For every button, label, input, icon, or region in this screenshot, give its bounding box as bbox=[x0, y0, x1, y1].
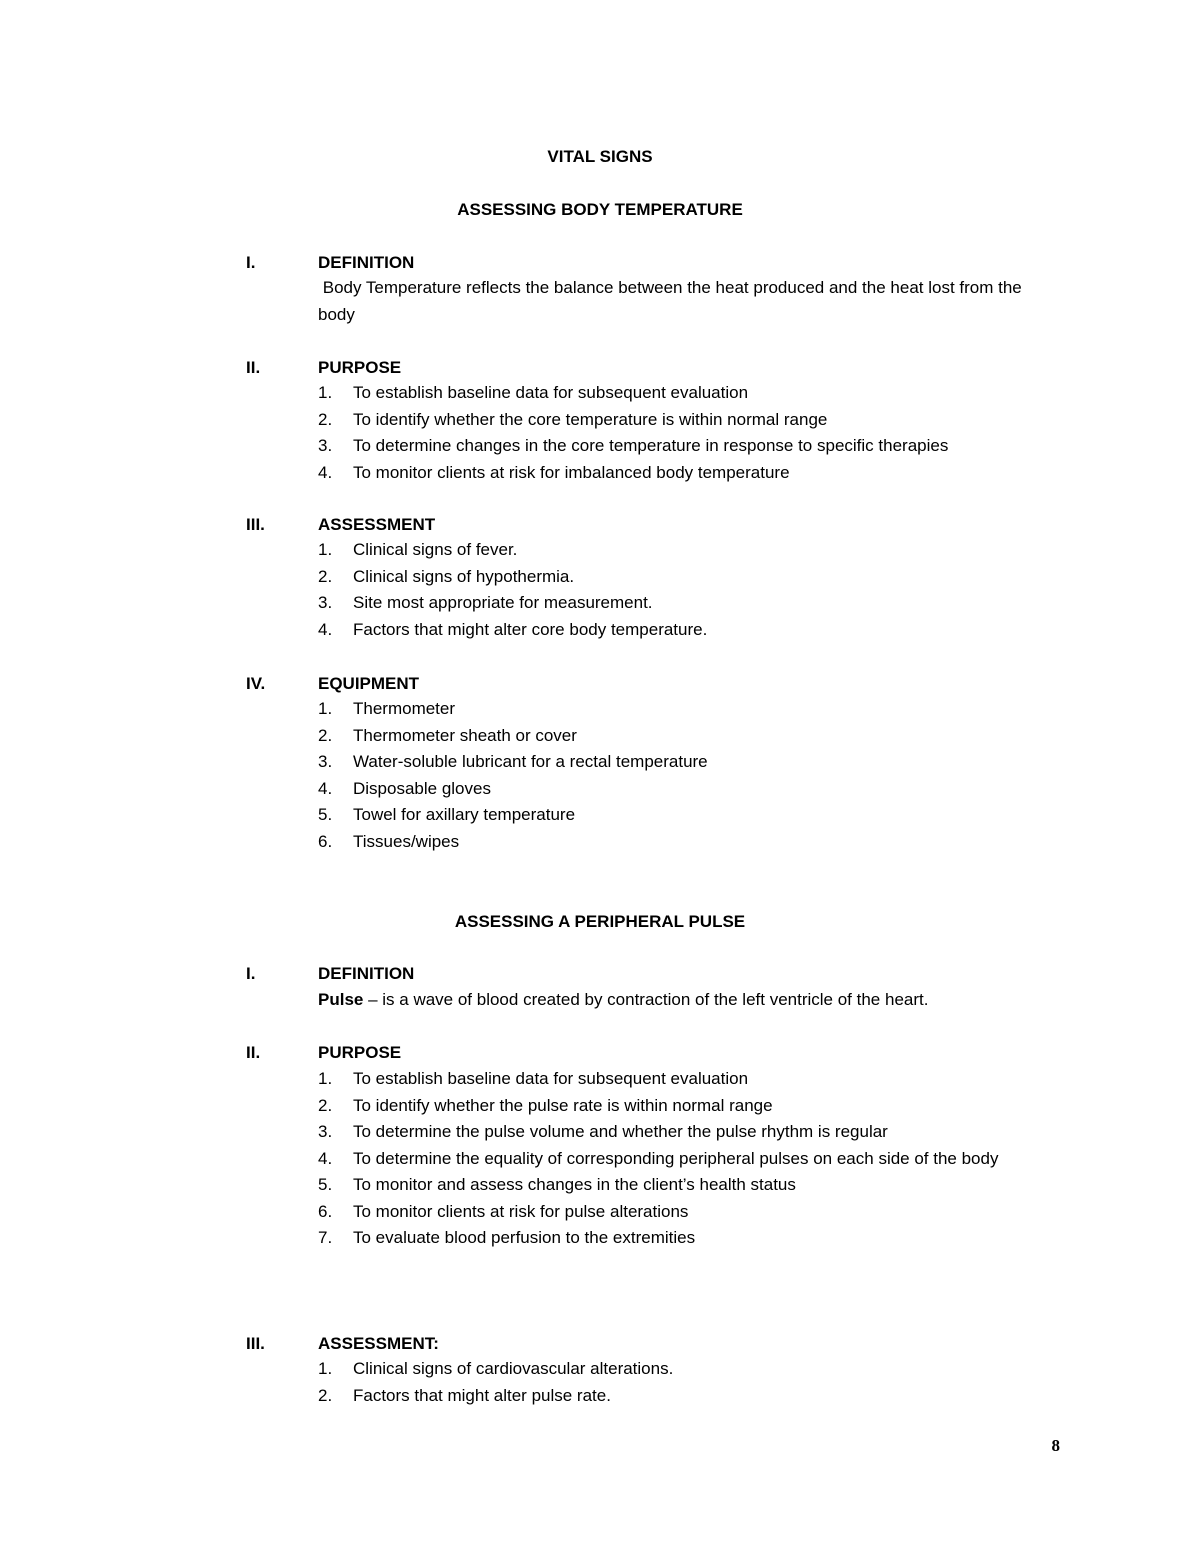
pulse-purpose-roman: II. bbox=[246, 1043, 261, 1062]
item-text: Thermometer sheath or cover bbox=[353, 725, 577, 745]
item-text: Towel for axillary temperature bbox=[353, 805, 576, 824]
temp-equipment-list bbox=[318, 696, 1038, 855]
pulse-def-heading: DEFINITION bbox=[318, 964, 415, 983]
list-item bbox=[318, 1119, 1038, 1146]
temp-assessment-heading: ASSESSMENT bbox=[318, 515, 436, 534]
item-number: 3. bbox=[318, 436, 333, 455]
pulse-def-roman: I. bbox=[246, 964, 256, 983]
item-text: To monitor clients at risk for imbalanced body temperature bbox=[353, 462, 790, 482]
temp-assessment-roman: III. bbox=[246, 515, 265, 534]
page-number: 8 bbox=[1051, 1436, 1060, 1455]
item-text: Disposable gloves bbox=[353, 778, 491, 798]
item-text: Tissues/wipes bbox=[353, 831, 460, 851]
pulse-assessment-roman: III. bbox=[246, 1334, 265, 1353]
list-item bbox=[318, 460, 1038, 487]
temp-purpose-list bbox=[318, 380, 1038, 486]
item-number: 4. bbox=[318, 778, 333, 798]
item-text: To establish baseline data for subsequent evaluation bbox=[353, 1069, 749, 1088]
temp-equipment-roman: IV. bbox=[246, 674, 266, 693]
list-item bbox=[318, 1146, 1038, 1173]
temp-def-heading: DEFINITION bbox=[318, 253, 415, 272]
list-item bbox=[318, 380, 1038, 407]
item-number: 5. bbox=[318, 1175, 333, 1194]
pulse-assessment-list bbox=[318, 1356, 1038, 1409]
item-text: Water-soluble lubricant for a rectal temperature bbox=[353, 752, 708, 771]
item-text: To determine the pulse volume and whether the pulse rhythm is regular bbox=[353, 1122, 888, 1141]
temp-definition-text: Body Temperature reflects the balance between the heat produced and the heat lost from the body bbox=[318, 278, 1027, 324]
item-number: 3. bbox=[318, 1122, 333, 1141]
list-item bbox=[318, 537, 1038, 564]
list-item bbox=[318, 1199, 1038, 1226]
item-number: 2. bbox=[318, 1385, 333, 1405]
item-text: Clinical signs of hypothermia. bbox=[353, 566, 575, 586]
item-text: To evaluate blood perfusion to the extremities bbox=[353, 1228, 696, 1247]
item-number: 2. bbox=[318, 566, 333, 586]
item-text: To determine the equality of corresponding peripheral pulses on each side of the body bbox=[353, 1148, 999, 1168]
item-number: 4. bbox=[318, 619, 333, 639]
list-item bbox=[318, 776, 1038, 803]
item-text: To determine changes in the core temperature in response to specific therapies bbox=[353, 436, 949, 455]
pulse-definition bbox=[318, 987, 1038, 1014]
list-item bbox=[318, 433, 1038, 460]
list-item bbox=[318, 564, 1038, 591]
list-item bbox=[318, 407, 1038, 434]
temp-def-roman: I. bbox=[246, 253, 256, 272]
item-text: To identify whether the core temperature is within normal range bbox=[353, 409, 828, 429]
temp-assessment-list bbox=[318, 537, 1038, 643]
item-number: 2. bbox=[318, 409, 333, 429]
list-item bbox=[318, 1066, 1038, 1093]
item-text: To establish baseline data for subsequent evaluation bbox=[353, 383, 749, 402]
list-item bbox=[318, 1383, 1038, 1410]
list-item bbox=[318, 1225, 1038, 1252]
item-number: 3. bbox=[318, 593, 333, 612]
temp-purpose-roman: II. bbox=[246, 358, 261, 377]
list-item bbox=[318, 617, 1038, 644]
item-text: Factors that might alter pulse rate. bbox=[353, 1385, 611, 1405]
list-item bbox=[318, 1356, 1038, 1383]
item-number: 3. bbox=[318, 752, 333, 771]
item-text: Site most appropriate for measurement. bbox=[353, 593, 653, 612]
item-text: Clinical signs of cardiovascular alterations. bbox=[353, 1359, 674, 1378]
item-number: 4. bbox=[318, 462, 333, 482]
pulse-term: Pulse bbox=[318, 990, 364, 1009]
item-text: Thermometer bbox=[353, 699, 456, 718]
item-text: Clinical signs of fever. bbox=[353, 540, 518, 559]
list-item bbox=[318, 1093, 1038, 1120]
list-item bbox=[318, 749, 1038, 776]
item-number: 5. bbox=[318, 805, 333, 824]
pulse-purpose-heading: PURPOSE bbox=[318, 1043, 402, 1062]
pulse-assessment-heading: ASSESSMENT: bbox=[318, 1334, 439, 1353]
list-item bbox=[318, 723, 1038, 750]
item-number: 2. bbox=[318, 725, 333, 745]
list-item bbox=[318, 696, 1038, 723]
item-number: 1. bbox=[318, 699, 333, 718]
pulse-definition-text: – is a wave of blood created by contraction of the left ventricle of the heart. bbox=[363, 990, 929, 1009]
item-number: 6. bbox=[318, 1201, 333, 1221]
item-number: 1. bbox=[318, 383, 333, 402]
list-item bbox=[318, 802, 1038, 829]
item-number: 1. bbox=[318, 540, 333, 559]
item-number: 1. bbox=[318, 1359, 333, 1378]
item-number: 4. bbox=[318, 1148, 333, 1168]
item-text: To identify whether the pulse rate is within normal range bbox=[353, 1095, 773, 1115]
item-text: To monitor and assess changes in the client’s health status bbox=[353, 1175, 796, 1194]
item-number: 7. bbox=[318, 1228, 333, 1247]
document-title: VITAL SIGNS bbox=[547, 147, 653, 166]
list-item bbox=[318, 829, 1038, 856]
item-number: 6. bbox=[318, 831, 333, 851]
pulse-purpose-list bbox=[318, 1066, 1038, 1252]
pulse-heading: ASSESSING A PERIPHERAL PULSE bbox=[454, 912, 746, 931]
list-item bbox=[318, 1172, 1038, 1199]
item-number: 2. bbox=[318, 1095, 333, 1115]
item-number: 1. bbox=[318, 1069, 333, 1088]
item-text: Factors that might alter core body temperature. bbox=[353, 619, 708, 639]
temp-purpose-heading: PURPOSE bbox=[318, 358, 402, 377]
item-text: To monitor clients at risk for pulse alterations bbox=[353, 1201, 689, 1221]
temperature-heading: ASSESSING BODY TEMPERATURE bbox=[457, 200, 743, 219]
list-item bbox=[318, 590, 1038, 617]
temp-equipment-heading: EQUIPMENT bbox=[318, 674, 420, 693]
